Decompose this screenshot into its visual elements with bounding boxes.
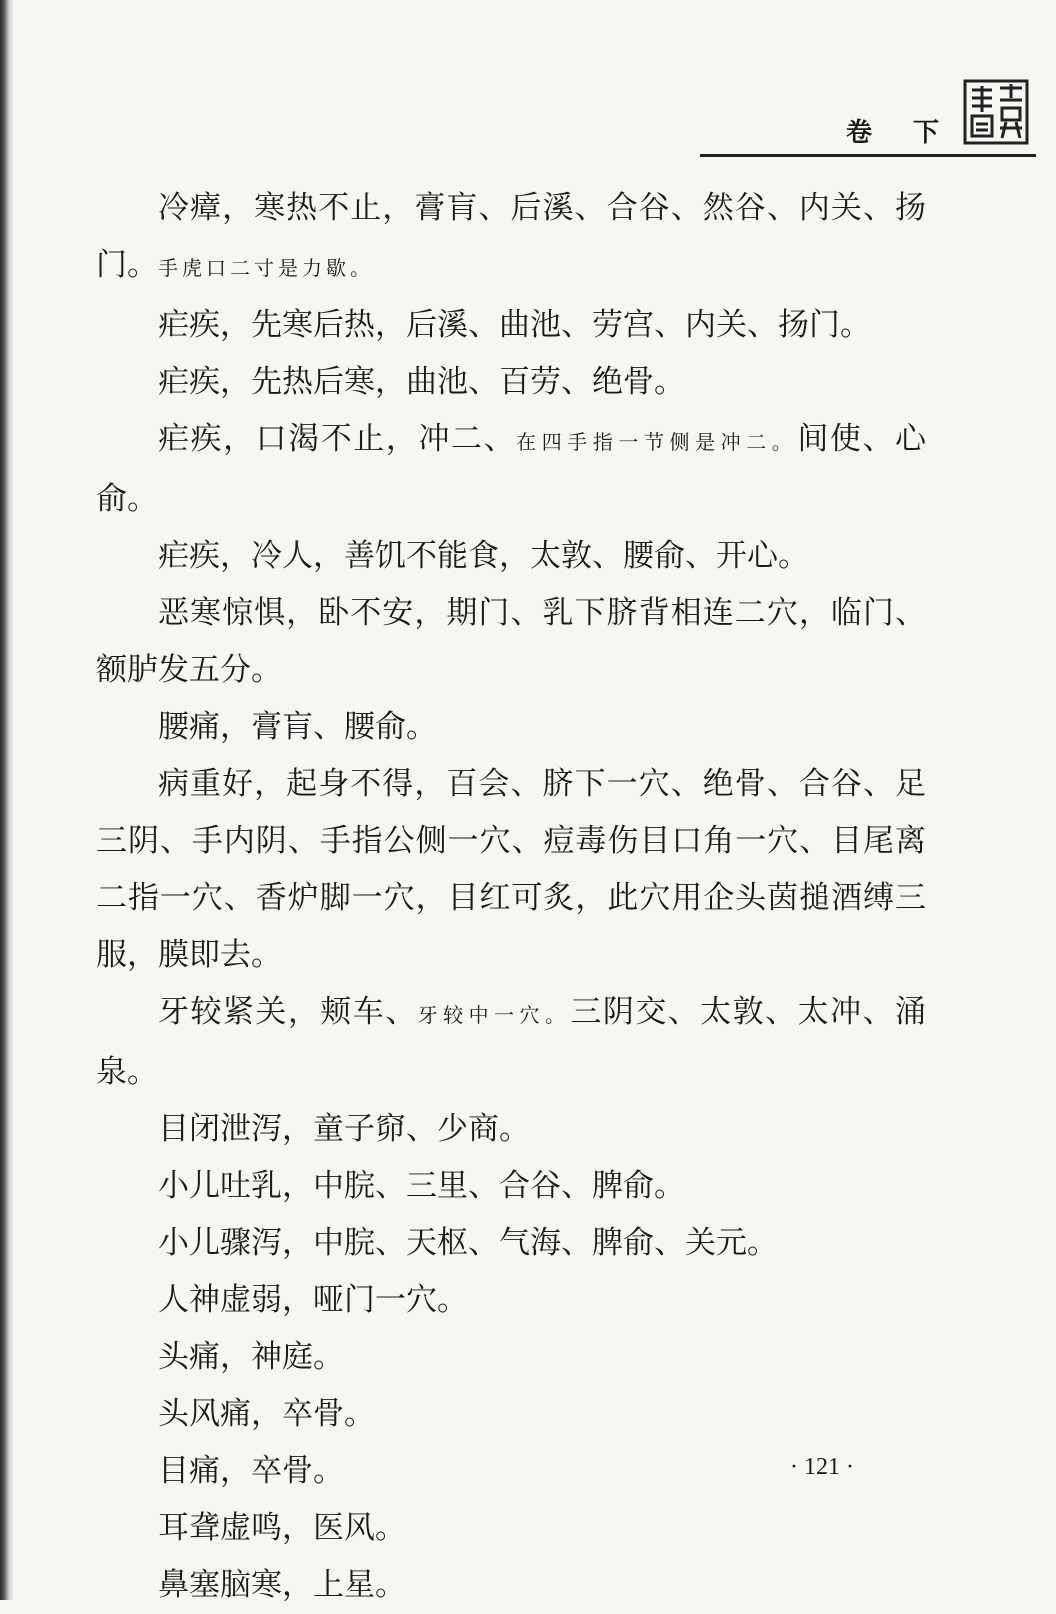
text-paragraph (96, 528, 926, 585)
seal-logo (962, 78, 1030, 146)
paragraph-text: 牙较紧关，颊车、 (158, 994, 418, 1030)
text-paragraph (96, 180, 926, 297)
paragraph-text: 头风痛，卒骨。 (158, 1396, 375, 1432)
text-paragraph (96, 1557, 926, 1614)
annotation-note: 手虎口二寸是力歇。 (158, 256, 374, 280)
paragraph-text: 小儿吐乳，中脘、三里、合谷、脾俞。 (158, 1168, 685, 1204)
paragraph-text: 冷瘴，寒热不止，膏肓、后溪、合谷、然谷、内关、扬门。 (96, 190, 926, 283)
paragraph-text: 间使、心俞。 (96, 421, 927, 517)
page-binding-edge (0, 0, 14, 1600)
text-paragraph (96, 1101, 926, 1158)
paragraph-text: 疟疾，口渴不止，冲二、 (158, 421, 517, 457)
text-paragraph (96, 1158, 926, 1215)
text-paragraph (96, 984, 926, 1101)
text-paragraph (96, 1329, 926, 1386)
text-paragraph (96, 354, 926, 411)
paragraph-text: 疟疾，先寒后热，后溪、曲池、劳宫、内关、扬门。 (158, 307, 871, 343)
text-paragraph (96, 297, 926, 354)
paragraph-text: 头痛，神庭。 (158, 1339, 344, 1375)
text-paragraph (96, 1386, 926, 1443)
paragraph-text: 病重好，起身不得，百会、脐下一穴、绝骨、合谷、足三阴、手内阴、手指公侧一穴、痘毒伤目口角一穴、目尾离二指一穴、香炉脚一穴，目红可炙，此穴用企头茵搥酒缚三服，膜即去。 (96, 766, 926, 973)
text-paragraph (96, 585, 926, 699)
annotation-note: 在四手指一节侧是冲二。 (516, 430, 798, 454)
text-paragraph (96, 756, 926, 984)
paragraph-text: 腰痛，膏肓、腰俞。 (158, 709, 437, 745)
text-paragraph (96, 1500, 926, 1557)
running-header: 卷 下 (846, 118, 956, 148)
text-paragraph (96, 411, 926, 528)
paragraph-text: 恶寒惊惧，卧不安，期门、乳下脐背相连二穴，临门、额胪发五分。 (96, 595, 926, 688)
header-rule (700, 154, 1036, 157)
paragraph-text: 三阴交、太敦、太冲、涌泉。 (96, 994, 927, 1090)
paragraph-text: 耳聋虚鸣，医风。 (158, 1510, 406, 1546)
text-paragraph (96, 1215, 926, 1272)
paragraph-text: 疟疾，先热后寒，曲池、百劳、绝骨。 (158, 364, 685, 400)
paragraph-text: 鼻塞脑寒，上星。 (158, 1567, 406, 1603)
body-text (96, 180, 926, 1614)
paragraph-text: 小儿骤泻，中脘、天枢、气海、脾俞、关元。 (158, 1225, 778, 1261)
paragraph-text: 目痛，卒骨。 (158, 1453, 344, 1489)
annotation-note: 牙较中一穴。 (417, 1003, 571, 1027)
text-paragraph (96, 1272, 926, 1329)
paragraph-text: 疟疾，冷人，善饥不能食，太敦、腰俞、开心。 (158, 538, 809, 574)
paragraph-text: 人神虚弱，哑门一穴。 (158, 1282, 468, 1318)
page-number: · 121 · (790, 1454, 854, 1480)
text-paragraph (96, 699, 926, 756)
paragraph-text: 目闭泄泻，童子窌、少商。 (158, 1111, 530, 1147)
